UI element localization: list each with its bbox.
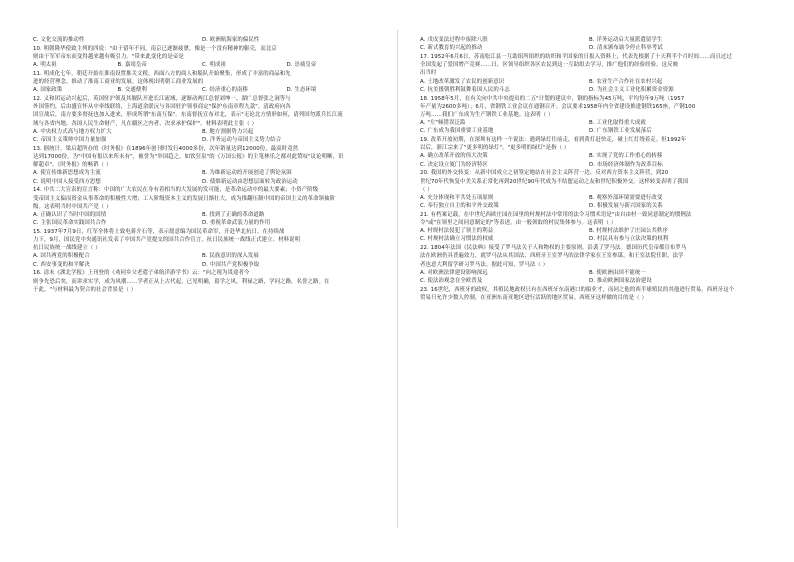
question-text-line: 10. 明朝隆华使致主列的四说："由于留年不同，南京已逐渐疲惫，像是一个没有精神的躯壳，而北京 (33, 45, 277, 52)
question-text-line: 14. 中共二大宣表的宣言称：中国的广大农民在身有着相当的大发展的发可能，是革命运动中的最大要素；小资产阶级 (33, 187, 319, 194)
question-text-line: 15. 1937年7月9日，红军全体将士致电蒋介石等，表示愿意编为国民革命军，开赴华北抗日。在持续战 (33, 228, 285, 235)
answer-options-row (420, 119, 758, 127)
answer-option[interactable]: A. 充分体现和平共处五项原则 (420, 194, 494, 201)
answer-option[interactable]: D. 市场经济体制作为改革目标 (589, 161, 663, 168)
answer-option[interactable]: C. 经济重心的南移 (202, 87, 248, 94)
answer-option[interactable]: A. 土地改革激发了农民的创新意识 (420, 78, 505, 85)
question-stem (33, 186, 371, 211)
answer-option[interactable]: B. 为维新运动的开展创造了舆论氛围 (202, 170, 292, 177)
answer-options-row (420, 269, 758, 277)
answer-option[interactable]: C. 使法治观念在全欧普及 (420, 278, 483, 284)
question-text-line: 11. 明成化七年，朝廷开始在淮南设置推关文税，西面八方的商人和船队开始聚集，形成了丰富的商品和先 (33, 70, 291, 77)
question-stem (33, 145, 371, 170)
answer-option[interactable]: C. 抗美援朝胜利鼓舞着国人民的斗志 (420, 86, 510, 93)
answer-option[interactable]: B. 民族意识的深入发展 (202, 253, 259, 260)
question-stem (420, 169, 758, 194)
left-column (33, 36, 371, 294)
answer-option[interactable]: B. 找到了正确的革命道路 (202, 211, 265, 218)
answer-option[interactable]: C. 广东成为我国重要工业基地 (420, 128, 494, 135)
question-text-line: （ ） (420, 186, 433, 193)
question-text-line: 23. 16世纪，西班牙的政权，其殖民地政权只有在西班牙东南港口的船业才，而同之他的西半球殖民的其他进行贸易。西班牙这个 (420, 286, 735, 293)
answer-option[interactable]: D. 中国共产党积极争取 (202, 261, 260, 268)
question-text-line: 年产量为2600多吨）；6月，省钢铁工业会议在通钢召开。会议要求1958年内全省建设推进钢铁165座，产钢100 (420, 103, 696, 110)
answer-option[interactable]: C. 村规村法确立习惯法的权威 (420, 236, 494, 243)
answer-option[interactable]: A. 中央权力式高与地方权力扩大 (33, 128, 112, 135)
question-text-line: 19. 改革开放初期，在深圳有这样一个说法：遇到绿灯往前走，看到黄灯赶快走，碰上红灯绕着走。但1992年 (420, 137, 687, 144)
question-stem (420, 211, 758, 227)
question-stem (420, 136, 758, 152)
question-text-line: 进的经营理念，推动了淮南工商业的发展。这体现出明朝工商业发展的 (33, 79, 204, 86)
answer-options-row (420, 152, 758, 160)
answer-options-row (420, 202, 758, 210)
answer-option[interactable]: D. 生态环境 (286, 87, 317, 94)
answer-option[interactable]: C. 文化交流的推动性 (33, 37, 85, 43)
answer-options-row (33, 252, 371, 260)
answer-option[interactable]: D. 为社会主义工业化积累资金资源 (589, 86, 674, 93)
answer-options-row (33, 128, 371, 136)
question-stem (33, 228, 371, 253)
question-stem (420, 95, 758, 120)
answer-option[interactable]: C. 西安事变的和平解决 (33, 261, 90, 268)
question-text-line: 16. 清末《湖北学报》上刊登的《劝同乡父老遣子弟航洋游学书》云："向之视为畏途者今 (33, 270, 250, 277)
question-text-line: 17. 1952年6月6日，苏南松江县一互助组所组织的纺织和平国家的日报入资料上，代表先根据了十天利半个月时间……而且过过 (420, 53, 732, 60)
answer-options-row (420, 194, 758, 202)
question-text-line: 贸易只允许少数人控制，在亚洲东南亚地区进行活跃的地区贸易。西班牙这样做的目的是（ ） (420, 294, 647, 301)
question-text-line: 18. 1958年5月，在有关向中共中央提出的二五"计划的建议中，钢的指标为45万吨，平均每年9万吨（1957 (420, 95, 685, 102)
answer-option[interactable]: D. 清末颁布谕令停止科举考试 (589, 45, 663, 52)
answer-option[interactable]: D. 崇祯皇帝 (286, 62, 317, 69)
answer-options-row (420, 161, 758, 169)
answer-options-row (33, 219, 371, 227)
question-text-line: 级。这表明当时中国共产党（ ） (33, 203, 112, 210)
answer-option[interactable]: C. 帝国主义策帅中国力量加强 (33, 137, 107, 144)
question-text-line: 力下，9月，国民党中央通讯社发表了中国共产党提交的国共合作宣言，抗日民族统一战线正式建立。材料说明 (33, 237, 301, 244)
question-text-line: 于此，"与材料最为契合的社会背景是（ ） (33, 286, 137, 293)
answer-options-row (33, 169, 371, 177)
answer-option[interactable]: D. 广东钢铁工业发展落后 (589, 128, 652, 135)
question-text-line: 国宣战后，南方要多督抚也加入进来，形成所谓"东南互保"。东南督抚宣布对北，表示"无论北方情形如何，请列国勿派兵长江流 (33, 112, 343, 119)
answer-option[interactable]: C. 新式教育的兴起的推动 (420, 45, 483, 52)
question-text-line: 者也意大利留学研习罗马法。据此可知，罗马法（ ） (420, 261, 549, 268)
answer-option[interactable]: B. 村规村法维护了庄园公共秩序 (589, 228, 668, 235)
answer-option[interactable]: B. 工业化取得重大成就 (589, 120, 646, 127)
question-text-line: 万吨……我们广东成为生产钢铁工业基地。这表明（ ） (420, 111, 554, 118)
answer-option[interactable]: D. 洋务运动与帝国主义势力结合 (202, 137, 282, 144)
question-text-line: 抗日民族统一战线建立（ ） (33, 245, 101, 252)
answer-option[interactable]: A. 明太祖 (33, 62, 57, 69)
question-text-line: 受帝国主义偏而资金从事革命的积极性大增；工人阶级资本主义的发展日渐壮大，成为推翻压制中国的帝国主义的革命领袖阶 (33, 195, 335, 202)
answer-options-row (420, 235, 758, 243)
answer-option[interactable]: A. 村规村法侵犯了领主的利益 (420, 228, 494, 235)
question-text-line: 13. 据统计，梁启超所办的《时务报》在1896年创刊时发行4000多份，次年销量达到12000份，最高时竟然 (33, 145, 299, 152)
answer-option[interactable]: B. 观察外部环境需要进行改变 (589, 194, 663, 201)
answer-options-row (33, 36, 371, 44)
answer-option[interactable]: C. 决定设立厦门为经济特区 (420, 161, 488, 168)
answer-option[interactable]: B. 实现了党的工作重心的转移 (589, 153, 663, 160)
answer-option[interactable]: A. 使宣传维新思想成为主流 (33, 170, 101, 177)
answer-options-row (420, 36, 758, 44)
answer-option[interactable]: D. 推动欧洲国家法治建设 (589, 278, 652, 284)
answer-option[interactable]: B. 农业生产合作社在农村兴起 (589, 78, 663, 85)
question-stem (420, 286, 758, 302)
question-stem (33, 269, 371, 294)
question-text-line: 域与各省内地，各国人民生命财产，凡在疆区之内者，决求承护保护"。材料表明此主张（ ） (33, 120, 258, 127)
answer-option[interactable]: B. 地方割据势力兴起 (202, 128, 254, 135)
answer-options-row (420, 277, 758, 285)
question-text-line: 法在欧洲仍具普遍效力，就罗马法从其国法，西班牙王室罗马的法律学家在王室参谋，和王室法院任职，法学 (420, 253, 684, 260)
question-text-line: 世纪70年代恢复中美关系正常化再到20世纪90年代成为不结盟运动之友和世纪积极外交。这样转变表明了我国 (420, 178, 689, 185)
answer-option[interactable]: B. 嘉靖皇帝 (117, 62, 147, 69)
answer-options-row (420, 86, 758, 94)
answer-option[interactable]: D. 村民具有参与立法决策的权利 (589, 236, 669, 243)
answer-option[interactable]: B. 交通便利 (117, 87, 147, 94)
question-text-line: 全国发起了爱国增产竞赛……日，区领导组织各区农民到这一互助组去学习，推广他们的经验经验。这反映 (420, 62, 679, 69)
answer-option[interactable]: C. 奉行独立自主的和平外交政策 (420, 203, 499, 210)
answer-option[interactable]: D. 使维新运动由思想层面转为政治运动 (202, 178, 298, 185)
answer-options-row (420, 127, 758, 135)
question-text-line: 20. 我国的外交转变：从新中国成立之初签定地站在社会主义阵营一边、反对西方资本主义阵营，到20 (420, 170, 669, 177)
answer-option[interactable]: A. 确立改革开放的伟大决策 (420, 153, 488, 160)
question-text-line: 则由于军军帝东而变得越来越有吸引力。"带来此变化的是帝是 (33, 53, 184, 60)
answer-options-row (33, 211, 371, 219)
answer-options-row (33, 136, 371, 144)
question-stem (33, 45, 371, 61)
answer-option[interactable]: A. "左"倾错误泛滥 (420, 120, 466, 127)
answer-option[interactable]: D. 重视革命武装力量的作用 (202, 220, 271, 227)
question-text-line: 则争先恐后矣，而讲求实学，成为风潮……学者正从上古代起，已见明确，留学之风，利禄之路，学问之路，名誉之路。在 (33, 278, 330, 285)
question-text-line: 达到17000份，为"中国有报以来所未有"，被誉为"举国趋之，如饮狂泉"的《万国公报》的主笔林乐之都对此赞叹"议论明晰，识 (33, 154, 344, 160)
answer-options-row (33, 61, 371, 69)
answer-options-row (420, 227, 758, 235)
answer-option[interactable]: C. 说明中国人接受西方思想 (33, 178, 101, 185)
answer-option[interactable]: D. 欧洲航海家的偏民性 (202, 37, 260, 43)
right-column (420, 36, 758, 302)
answer-option[interactable]: C. 主张国民革命实践国共合作 (33, 220, 107, 227)
answer-options-row (33, 261, 371, 269)
question-text-line: 22. 1804年法国《民法典》接受了罗马法关于人和物权的主要原则，沿袭了罗马法。德国历代皇帝都宣布罗马 (420, 245, 687, 252)
answer-option[interactable]: A. 戊戌变法过程中废除八股 (420, 37, 488, 43)
question-text-line: 出当时 (420, 70, 437, 77)
answer-option[interactable]: A. 对欧洲法律建设影响深远 (420, 269, 488, 276)
answer-option[interactable]: A. 国家政策 (33, 87, 63, 94)
question-text-line: 解超卓"。《时务报》的畅销（ ） (33, 162, 112, 169)
question-stem (420, 244, 758, 269)
column-divider (397, 30, 398, 528)
question-stem (33, 70, 371, 86)
answer-option[interactable]: B. 使欧洲由国不能统一 (589, 269, 646, 276)
answer-option[interactable]: A. 正确认识了当时中国的国情 (33, 211, 107, 218)
question-text-line: 令"或"在领里之间同意制定的"等表述，由一般领取的村民集体参与。这表明（ ） (420, 220, 617, 227)
answer-option[interactable]: D. 积极发展与新兴国家的关系 (589, 203, 663, 210)
question-text-line: 以后，浙江宗来了"更多明的绿灯"。"更多明的绿灯"是指（ ） (420, 145, 570, 152)
question-text-line: 21. 有档案记载，在中世纪西欧庄园在园里的村规村法中常用的法令习惯术语是"由自由村一致同意制定的惯例法 (420, 211, 692, 218)
answer-option[interactable]: A. 国共两党的积极配合 (33, 253, 90, 260)
question-text-line: 12. 义和团运动兴起后，英国驻沪领及其舰队开进长江流域，逐渐动两江总督刘坤一、湖广总督张之洞等与 (33, 96, 291, 103)
answer-options-row (33, 86, 371, 94)
answer-options-row (420, 78, 758, 86)
answer-options-row (33, 178, 371, 186)
question-stem (420, 53, 758, 78)
answer-option[interactable]: C. 明成祖 (202, 62, 226, 69)
question-stem (33, 95, 371, 128)
question-text-line: 外国签约，后由盛宣怀从中牵线联络，上海道余联沅与各国驻沪领事商定"保护东南章程九款"。清政府向各 (33, 104, 291, 111)
answer-option[interactable]: B. 洋务运动启大量派遣留学生 (589, 37, 663, 43)
answer-options-row (420, 44, 758, 52)
